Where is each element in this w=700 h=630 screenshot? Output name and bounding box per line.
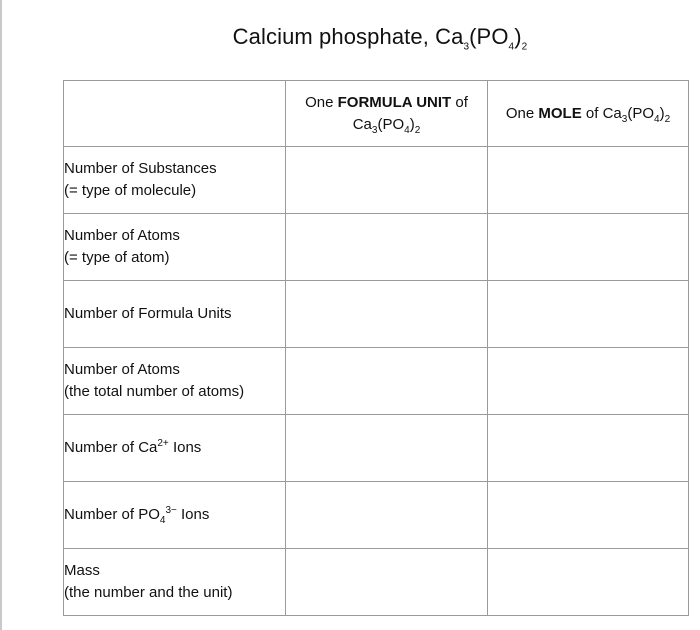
answer-cell-formula-unit[interactable] [286, 214, 488, 281]
table-row [64, 482, 689, 549]
page-left-border [0, 0, 2, 630]
answer-cell-formula-unit[interactable] [286, 348, 488, 415]
row-label-atom-types: Number of Atoms (= type of atom) [64, 214, 286, 281]
answer-cell-formula-unit[interactable] [286, 549, 488, 616]
answer-cell-formula-unit[interactable] [286, 482, 488, 549]
answer-cell-mole[interactable] [488, 281, 689, 348]
row-label-formula-units: Number of Formula Units [64, 281, 286, 348]
header-row [64, 81, 689, 147]
table-row [64, 415, 689, 482]
answer-cell-formula-unit[interactable] [286, 281, 488, 348]
answer-cell-formula-unit[interactable] [286, 147, 488, 214]
table-row [64, 214, 689, 281]
answer-cell-mole[interactable] [488, 147, 689, 214]
worksheet-table [63, 80, 689, 616]
answer-cell-mole[interactable] [488, 348, 689, 415]
row-label-substances: Number of Substances (= type of molecule) [64, 147, 286, 214]
answer-cell-mole[interactable] [488, 214, 689, 281]
page-title: Calcium phosphate, $Ca_3(PO_4)_2$ [232, 24, 528, 53]
row-label-mass: Mass (the number and the unit) [64, 549, 286, 616]
header-empty-cell [64, 81, 286, 147]
row-label-po4-ions: Number of $PO_4^{3-}$ Ions [64, 482, 286, 549]
table-row [64, 549, 689, 616]
table-row [64, 147, 689, 214]
header-mole: One MOLE of $Ca_3(PO_4)_2$ [488, 81, 689, 147]
table-row [64, 281, 689, 348]
row-label-total-atoms: Number of Atoms (the total number of atoms) [64, 348, 286, 415]
answer-cell-mole[interactable] [488, 549, 689, 616]
row-label-ca-ions: Number of $Ca^{2+}$ Ions [64, 415, 286, 482]
table-row [64, 348, 689, 415]
answer-cell-formula-unit[interactable] [286, 415, 488, 482]
answer-cell-mole[interactable] [488, 482, 689, 549]
header-formula-unit: One FORMULA UNIT of $Ca_3(PO_4)_2$ [286, 81, 488, 147]
answer-cell-mole[interactable] [488, 415, 689, 482]
